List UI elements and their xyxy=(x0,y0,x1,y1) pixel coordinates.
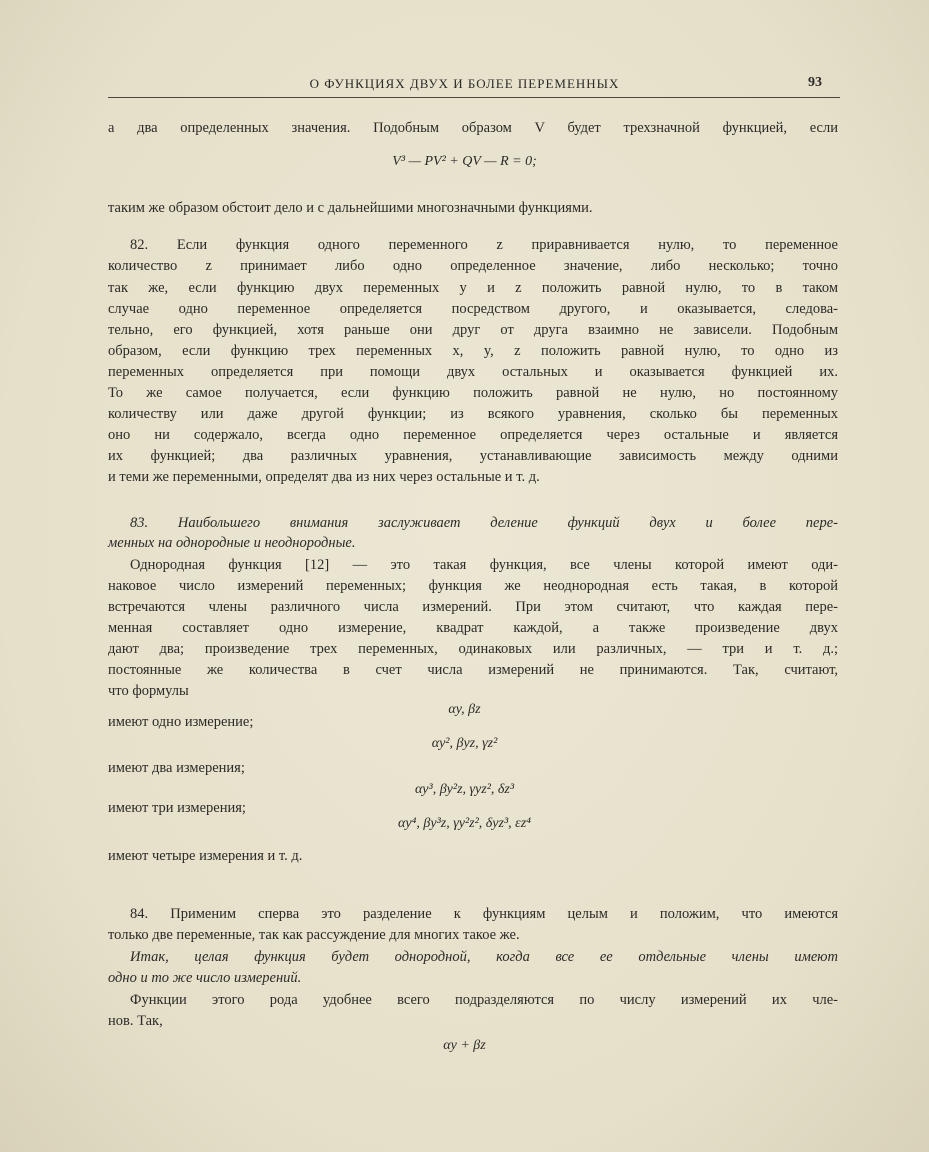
text-line: их функцией; два различных уравнения, устанавливающие зависимость между одними xyxy=(108,448,838,464)
text-line: а два определенных значения. Подобным образом V будет трехзначной функцией, если xyxy=(108,120,838,136)
formula-line: αy⁴, βy³z, γy²z², δyz³, εz⁴ xyxy=(397,816,532,831)
text-line: случае одно переменное определяется посредством другого, и оказывается, следова- xyxy=(108,301,838,317)
formula-line: αy + βz xyxy=(443,1038,486,1053)
text-line: 84. Применим сперва это разделение к функциям целым и положим, что имеются xyxy=(130,906,838,922)
text-line: что формулы xyxy=(108,683,189,699)
text-line: 83. Наибольшего внимания заслуживает деление функций двух и более пере- xyxy=(130,515,838,531)
text-line: наковое число измерений переменных; функция же неоднородная есть такая, в которой xyxy=(108,578,838,594)
text-line: имеют два измерения; xyxy=(108,760,245,776)
formula-line: αy, βz xyxy=(448,702,481,717)
formula-line: αy³, βy²z, γyz², δz³ xyxy=(414,782,515,797)
text-line: имеют три измерения; xyxy=(108,800,246,816)
text-line: так же, если функцию двух переменных y и z положить равной нулю, то в таком xyxy=(108,280,838,296)
running-header: О ФУНКЦИЯХ ДВУХ И БОЛЕЕ ПЕРЕМЕННЫХ xyxy=(309,76,620,91)
text-line: и теми же переменными, определят два из них через остальные и т. д. xyxy=(108,469,540,485)
text-line: оно ни содержало, всегда одно переменное определяется через остальные и является xyxy=(108,427,838,443)
text-line: имеют четыре измерения и т. д. xyxy=(108,848,303,864)
text-line: количеству или даже другой функции; из всякого уравнения, сколько бы переменных xyxy=(108,406,838,422)
text-line: То же самое получается, если функцию положить равной не нулю, но постоянному xyxy=(108,385,838,401)
text-line: Однородная функция [12] — это такая функция, все члены которой имеют оди- xyxy=(130,557,838,573)
text-line: переменных определяется при помощи двух остальных и оказывается функцией их. xyxy=(108,364,838,380)
text-line: Итак, целая функция будет однородной, когда все ее отдельные члены имеют xyxy=(130,949,838,965)
text-line: менных на однородные и неоднородные. xyxy=(108,535,356,551)
text-line: одно и то же число измерений. xyxy=(108,970,302,986)
text-line: образом, если функцию трех переменных x, y, z положить равной нулю, то одно из xyxy=(108,343,838,359)
page-number: 93 xyxy=(808,75,822,90)
text-line: постоянные же количества в счет числа измерений не принимаются. Так, считают, xyxy=(108,662,838,678)
text-line: 82. Если функция одного переменного z приравнивается нулю, то переменное xyxy=(130,237,838,253)
header-rule xyxy=(108,97,840,98)
text-line: нов. Так, xyxy=(108,1013,163,1029)
text-line: только две переменные, так как рассуждение для многих такое же. xyxy=(108,927,520,943)
formula-line: V³ — PV² + QV — R = 0; xyxy=(392,154,537,169)
text-line: таким же образом обстоит дело и с дальнейшими многозначными функциями. xyxy=(108,200,593,216)
text-line: дают два; произведение трех переменных, одинаковых или различных, — три и т. д.; xyxy=(108,641,838,657)
formula-line: αy², βyz, γz² xyxy=(431,736,498,751)
text-line: Функции этого рода удобнее всего подразделяются по числу измерений их чле- xyxy=(130,992,838,1008)
text-line: количество z принимает либо одно определенное значение, либо несколько; точно xyxy=(108,258,838,274)
text-line: тельно, его функцией, хотя раньше они друг от друга взаимно не зависели. Подобным xyxy=(108,322,838,338)
text-line: встречаются члены различного числа измерений. При этом считают, что каждая пере- xyxy=(108,599,838,615)
text-line: менная составляет одно измерение, квадрат каждой, а также произведение двух xyxy=(108,620,838,636)
text-line: имеют одно измерение; xyxy=(108,714,254,730)
